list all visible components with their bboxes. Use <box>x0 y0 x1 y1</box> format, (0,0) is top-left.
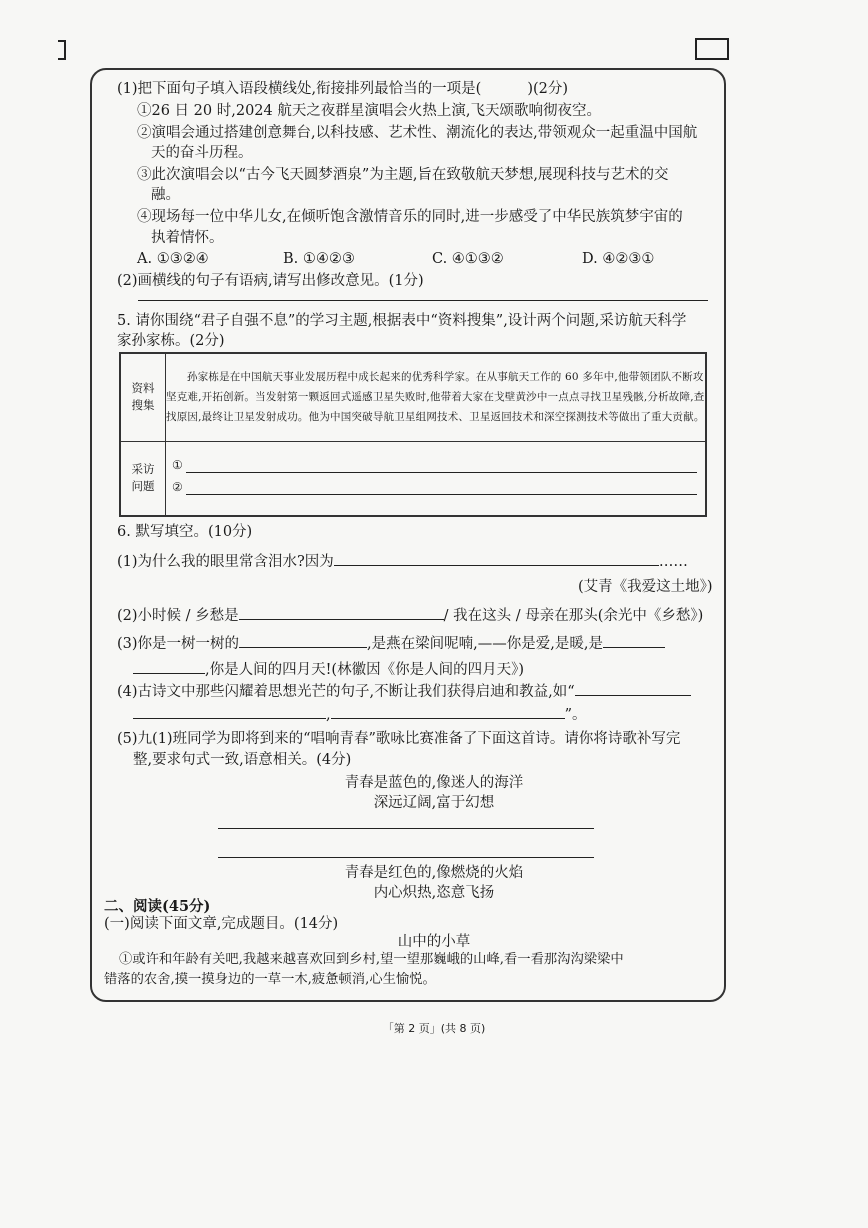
score-box <box>695 38 729 60</box>
question-number: ① <box>172 458 183 473</box>
q6-part3-text: (3)你是一树一树的 <box>117 636 240 652</box>
option-d[interactable]: D. ④②③① <box>582 251 655 267</box>
q6-part3-cont <box>133 659 524 679</box>
q6-part2-text: (2)小时候 / 乡愁是 <box>117 608 239 624</box>
material-label-2: 搜集 <box>131 398 155 413</box>
q6-part4 <box>117 681 691 701</box>
sentence-3b: 融。 <box>151 187 180 203</box>
fill-blank[interactable] <box>239 633 367 648</box>
answer-line[interactable] <box>186 472 697 473</box>
sentence-2a: ②演唱会通过搭建创意舞台,以科技感、艺术性、潮流化的表达,带领观众一起重温中国航 <box>137 125 698 141</box>
reading-section-title: 二、阅读(45分) <box>104 898 211 915</box>
sentence-4b: 执着情怀。 <box>151 230 224 246</box>
article-para1-b: 错落的农舍,摸一摸身边的一草一木,疲惫顿消,心生愉悦。 <box>104 972 436 987</box>
q6-part1 <box>117 551 688 571</box>
q6-part4-cont <box>133 704 587 724</box>
interview-questions <box>166 441 707 516</box>
interview-label-1: 采访 <box>131 462 155 477</box>
q4-part1-text: (1)把下面句子填入语段横线处,衔接排列最恰当的一项是( <box>117 81 482 97</box>
reading-subsection: (一)阅读下面文章,完成题目。(14分) <box>104 916 339 932</box>
sentence-1: ①26 日 20 时,2024 航天之夜群星演唱会火热上演,飞天颂歌响彻夜空。 <box>137 103 601 119</box>
poem-answer-line-2[interactable] <box>218 857 594 858</box>
answer-line[interactable] <box>186 494 697 495</box>
q4-part2-prompt: (2)画横线的句子有语病,请写出修改意见。(1分) <box>117 273 424 289</box>
fill-blank[interactable] <box>133 704 326 719</box>
q6-title: 6. 默写填空。(10分) <box>117 524 253 540</box>
q6-part4-text: (4)古诗文中那些闪耀着思想光芒的句子,不断让我们获得启迪和教益,如“ <box>117 684 575 700</box>
answer-line[interactable] <box>138 300 708 301</box>
sentence-2b: 天的奋斗历程。 <box>151 145 253 161</box>
q4-part1-score: )(2分) <box>527 81 569 97</box>
fill-blank[interactable] <box>575 681 691 696</box>
q5-prompt-b: 家孙家栋。(2分) <box>117 333 225 349</box>
sentence-3a: ③此次演唱会以“古今飞天圆梦酒泉”为主题,旨在致敬航天梦想,展现科技与艺术的交 <box>137 167 669 183</box>
fill-blank[interactable] <box>334 551 659 566</box>
question-number: ② <box>172 480 183 495</box>
interview-question-1[interactable] <box>166 456 705 478</box>
q6-part5-a: (5)九(1)班同学为即将到来的“唱响青春”歌咏比赛准备了下面这首诗。请你将诗歌补写完 <box>117 731 681 747</box>
q4-part1-prompt <box>117 80 568 98</box>
fill-blank[interactable] <box>603 633 665 648</box>
q6-part3-source: ,你是人间的四月天!(林徽因《你是人间的四月天》) <box>205 662 524 678</box>
poem-line-2: 深远辽阔,富于幻想 <box>373 795 495 811</box>
interview-label-2: 问题 <box>131 479 155 494</box>
q6-part3-middle: ,是燕在梁间呢喃,——你是爱,是暖,是 <box>367 636 603 652</box>
interview-question-2[interactable] <box>166 478 705 500</box>
q6-part2 <box>117 605 703 625</box>
q5-prompt-a: 5. 请你围绕“君子自强不息”的学习主题,根据表中“资料搜集”,设计两个问题,采访航天科学 <box>117 313 687 329</box>
poem-answer-line-1[interactable] <box>218 828 594 829</box>
q6-part1-text: (1)为什么我的眼里常含泪水?因为 <box>117 554 334 570</box>
poem-line-3: 青春是红色的,像燃烧的火焰 <box>344 865 524 881</box>
material-text: 孙家栋是在中国航天事业发展历程中成长起来的优秀科学家。在从事航天工作的 60 多年中,他带领团队不断攻坚克难,开拓创新。当发射第一颗返回式遥感卫星失败时,他带着大家在戈壁黄沙中一点点寻找卫星残骸,分析故障,查找原因,最终让卫星发射成功。他为中国突破导航卫星组网技术、卫星返回技术和深空探测技术等做出了重大贡献。 <box>166 353 707 441</box>
q6-part3 <box>117 633 665 653</box>
ellipsis: …… <box>658 554 688 570</box>
q6-part1-source: (艾青《我爱这土地》) <box>578 579 713 595</box>
fill-blank[interactable] <box>133 659 205 674</box>
option-a[interactable]: A. ①③②④ <box>137 251 209 267</box>
material-label <box>120 353 166 441</box>
corner-mark <box>58 40 66 60</box>
interview-label <box>120 441 166 516</box>
fill-blank[interactable] <box>331 704 565 719</box>
fill-blank[interactable] <box>239 605 444 620</box>
q6-part2-source: / 我在这头 / 母亲在那头(余光中《乡愁》) <box>443 608 704 624</box>
poem-line-4: 内心炽热,恣意飞扬 <box>373 885 495 901</box>
interview-table <box>119 352 707 517</box>
sentence-4a: ④现场每一位中华儿女,在倾听饱含激情音乐的同时,进一步感受了中华民族筑梦宇宙的 <box>137 209 683 225</box>
article-title: 山中的小草 <box>397 934 471 950</box>
page-footer: 「第 2 页」(共 8 页) <box>382 1022 486 1035</box>
article-para1-a: ①或许和年龄有关吧,我越来越喜欢回到乡村,望一望那巍峨的山峰,看一看那沟沟梁梁中 <box>119 952 624 967</box>
quote-end: ”。 <box>564 707 587 723</box>
option-c[interactable]: C. ④①③② <box>432 251 504 267</box>
poem-line-1: 青春是蓝色的,像迷人的海洋 <box>344 775 524 791</box>
option-b[interactable]: B. ①④②③ <box>283 251 355 267</box>
comma: , <box>326 707 331 723</box>
material-label-1: 资料 <box>131 381 155 396</box>
q6-part5-b: 整,要求句式一致,语意相关。(4分) <box>133 752 352 768</box>
